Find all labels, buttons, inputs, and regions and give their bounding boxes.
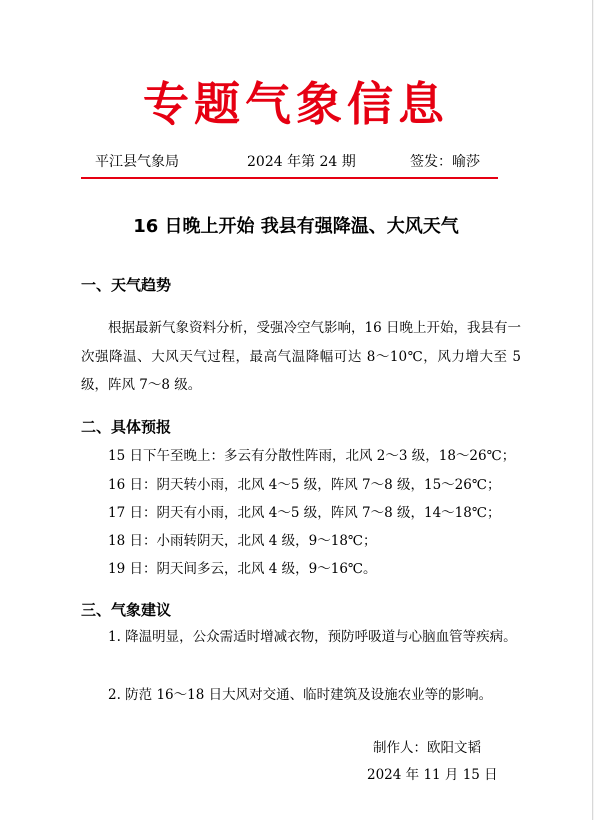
issuing-org: 平江县气象局 (95, 154, 179, 170)
signer: 签发：喻莎 (410, 154, 480, 170)
forecast-item: 16 日：阴天转小雨，北风 4～5 级，阵风 7～8 级，15～26℃； (108, 477, 501, 493)
forecast-item: 15 日下午至晚上：多云有分散性阵雨，北风 2～3 级，18～26℃； (108, 448, 516, 464)
section-heading-trend: 一、天气趋势 (81, 276, 172, 294)
forecast-item: 18 日：小雨转阴天，北风 4 级，9～18℃； (108, 533, 377, 549)
section-heading-forecast: 二、具体预报 (81, 418, 172, 436)
author: 制作人：欧阳文韬 (373, 740, 481, 756)
forecast-item: 17 日：阴天有小雨，北风 4～5 级，阵风 7～8 级，14～18℃； (108, 505, 501, 521)
red-divider-rule (81, 177, 498, 179)
trend-paragraph: 根据最新气象资料分析，受强冷空气影响，16 日晚上开始，我县有一次强降温、大风天气过程，最高气温降幅可达 8～10℃，风力增大至 5 级，阵风 7～8 级。 (81, 320, 521, 393)
advice-item: 2. 防范 16～18 日大风对交通、临时建筑及设施农业等的影响。 (108, 687, 493, 703)
issue-number: 2024 年第 24 期 (247, 154, 356, 170)
masthead-title: 专题气象信息 (143, 77, 449, 131)
forecast-item: 19 日：阴天间多云，北风 4 级，9～16℃。 (108, 561, 377, 577)
issue-date: 2024 年 11 月 15 日 (367, 767, 498, 783)
advice-item: 1. 降温明显，公众需适时增减衣物，预防呼吸道与心脑血管等疾病。 (108, 629, 517, 645)
section-heading-advice: 三、气象建议 (81, 601, 172, 619)
headline: 16 日晚上开始 我县有强降温、大风天气 (133, 216, 459, 237)
